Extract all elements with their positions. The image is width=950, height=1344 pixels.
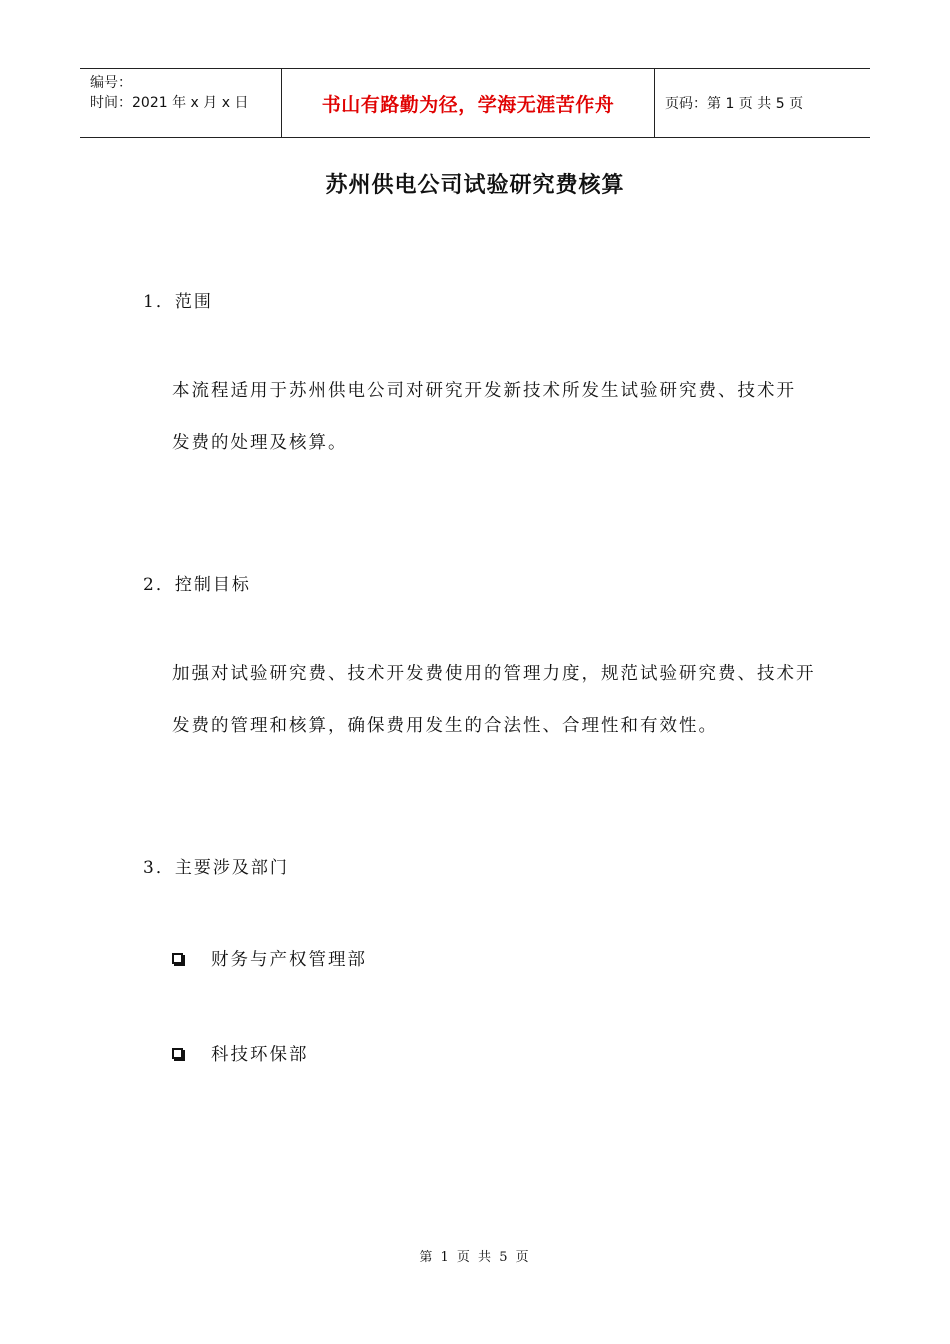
paragraph-line: 本流程适用于苏州供电公司对研究开发新技术所发生试验研究费、技术开	[172, 381, 796, 401]
list-item-label: 科技环保部	[211, 1045, 309, 1065]
section-heading-departments: 3．主要涉及部门	[143, 858, 289, 878]
document-title: 苏州供电公司试验研究费核算	[325, 173, 625, 198]
section-heading-objectives: 2．控制目标	[143, 575, 251, 595]
header-motto: 书山有路勤为径，学海无涯苦作舟	[281, 69, 655, 137]
checkbox-icon	[172, 953, 183, 964]
time-label: 时间：2021 年 x 月 x 日	[90, 95, 249, 111]
paragraph-line: 发费的处理及核算。	[172, 433, 348, 453]
list-item	[172, 1041, 309, 1066]
section-heading-scope: 1．范围	[143, 292, 213, 312]
list-item	[172, 946, 367, 971]
document-header	[80, 68, 870, 138]
paragraph-line: 发费的管理和核算，确保费用发生的合法性、合理性和有效性。	[172, 716, 718, 736]
list-item-label: 财务与产权管理部	[211, 950, 367, 970]
page-footer: 第 1 页 共 5 页	[419, 1250, 531, 1265]
checkbox-icon	[172, 1048, 183, 1059]
paragraph-line: 加强对试验研究费、技术开发费使用的管理力度，规范试验研究费、技术开	[172, 664, 816, 684]
header-meta	[80, 69, 281, 137]
number-label: 编号：	[90, 75, 132, 91]
section-paragraph-scope	[172, 365, 852, 469]
header-page-info: 页码：第 1 页 共 5 页	[665, 96, 804, 112]
section-paragraph-objectives	[172, 648, 852, 752]
